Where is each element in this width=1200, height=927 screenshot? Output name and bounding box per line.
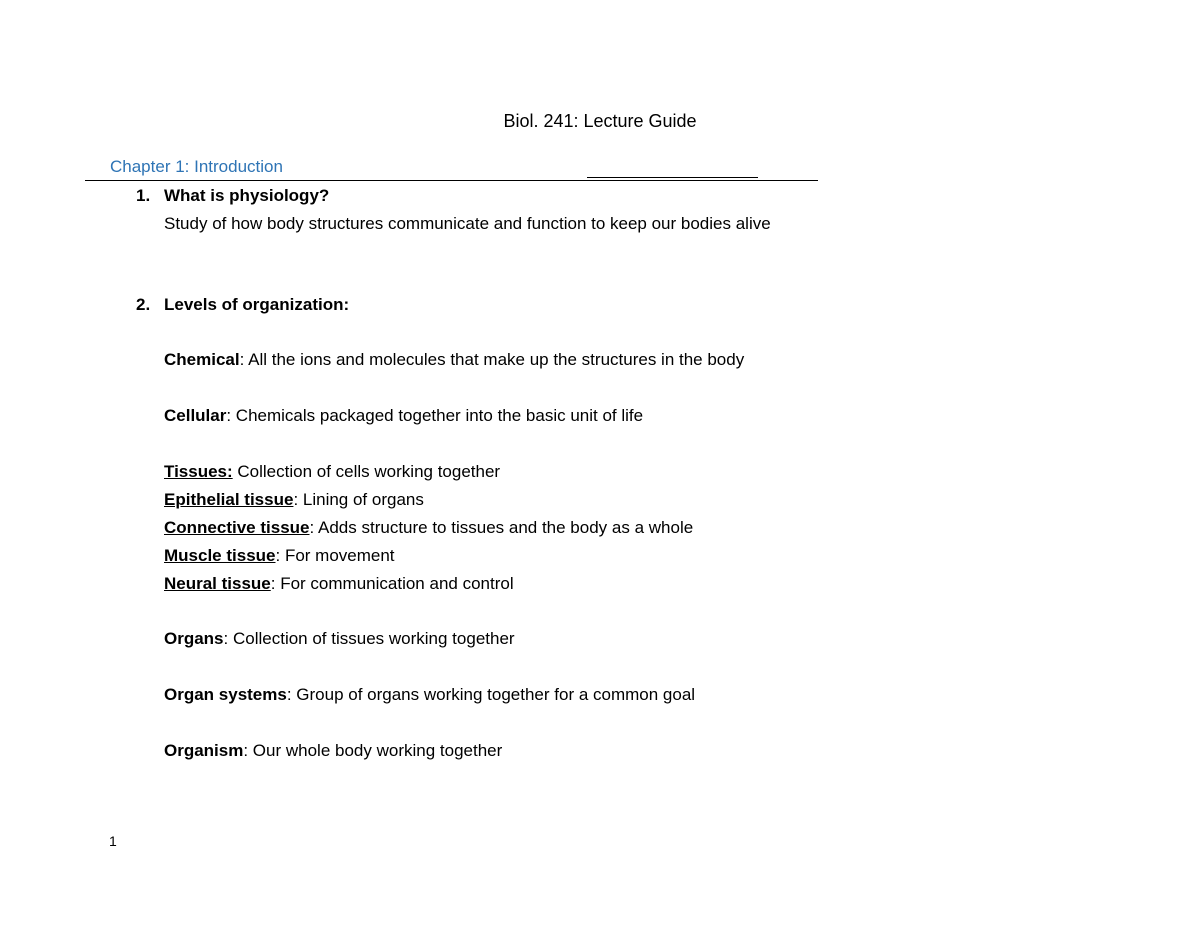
chapter-title: Chapter 1: Introduction (110, 157, 283, 176)
level-tissues (164, 462, 500, 482)
level-term: Tissues: (164, 462, 233, 481)
page-number: 1 (109, 833, 117, 849)
blank-underline (587, 177, 758, 178)
level-organism (164, 741, 502, 761)
level-description: : Our whole body working together (243, 741, 503, 760)
question-heading-physiology: What is physiology? (164, 186, 330, 205)
answer-physiology: Study of how body structures communicate and function to keep our bodies alive (164, 214, 771, 233)
level-term: Organ systems (164, 685, 287, 704)
tissue-description: : For movement (275, 546, 395, 565)
tissue-description: : Lining of organs (293, 490, 424, 509)
level-description: Collection of cells working together (232, 462, 501, 481)
tissue-epithelial (164, 490, 424, 510)
level-organs (164, 629, 515, 649)
question-heading-levels: Levels of organization: (164, 295, 350, 314)
level-organ-systems (164, 685, 695, 705)
tissue-term: Muscle tissue (164, 546, 276, 565)
level-description: : Chemicals packaged together into the basic unit of life (226, 406, 644, 425)
tissue-term: Epithelial tissue (164, 490, 294, 509)
level-chemical (164, 350, 744, 370)
list-number-2: 2. (136, 295, 151, 314)
list-number-1: 1. (136, 186, 151, 205)
tissue-neural (164, 574, 514, 594)
tissue-term: Connective tissue (164, 518, 310, 537)
level-term: Cellular (164, 406, 227, 425)
tissue-term: Neural tissue (164, 574, 271, 593)
level-description: : All the ions and molecules that make up the structures in the body (239, 350, 745, 369)
level-description: : Group of organs working together for a common goal (286, 685, 696, 704)
tissue-muscle (164, 546, 395, 566)
page-title: Biol. 241: Lecture Guide (503, 111, 697, 131)
level-description: : Collection of tissues working together (223, 629, 515, 648)
tissue-connective (164, 518, 693, 538)
level-term: Organism (164, 741, 244, 760)
level-term: Organs (164, 629, 224, 648)
level-term: Chemical (164, 350, 240, 369)
tissue-description: : For communication and control (270, 574, 514, 593)
level-cellular (164, 406, 643, 426)
chapter-heading-rule (85, 157, 818, 181)
tissue-description: : Adds structure to tissues and the body as a whole (309, 518, 694, 537)
